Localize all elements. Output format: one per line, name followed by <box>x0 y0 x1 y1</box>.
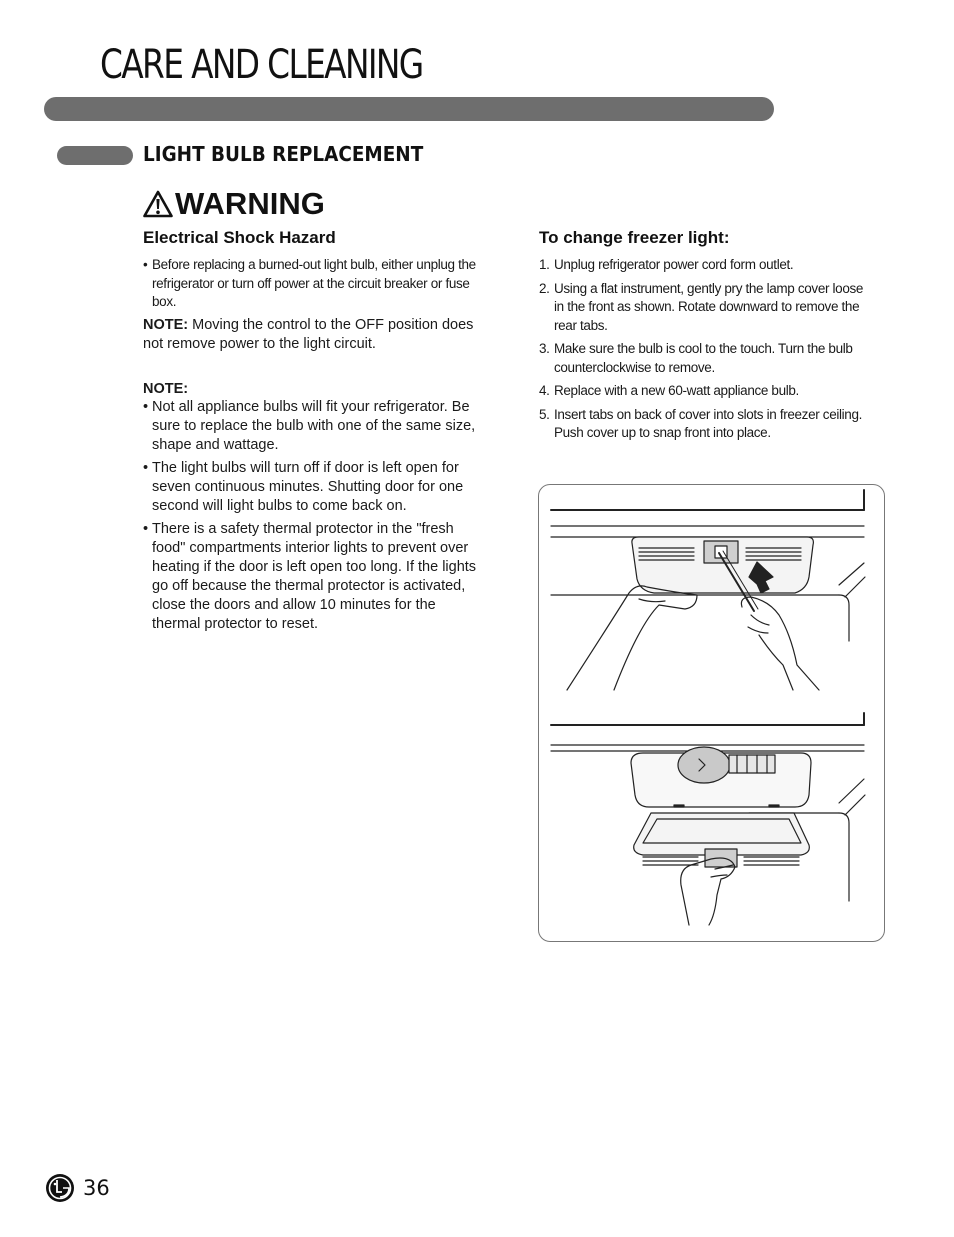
warning-label: WARNING <box>175 186 325 221</box>
warning-heading <box>143 186 325 222</box>
freezer-light-heading: To change freezer light: <box>539 228 730 247</box>
page-number: 36 <box>83 1176 110 1200</box>
note-text: Moving the control to the OFF position does not remove power to the light circuit. <box>143 316 474 352</box>
note-label: NOTE: <box>143 316 189 333</box>
freezer-light-steps <box>539 256 869 443</box>
section-pill <box>57 146 133 165</box>
note-power <box>143 316 488 354</box>
page-footer <box>45 1173 110 1203</box>
right-column <box>539 228 869 448</box>
panel-remove-bulb <box>551 713 865 925</box>
shock-hazard-bullet: • Before replacing a burned-out light bulb, either unplug the refrigerator or turn off power at the circuit breaker or fuse box. <box>143 256 488 312</box>
title-bar <box>44 97 774 121</box>
warning-triangle-icon <box>143 190 173 218</box>
illustration-panel <box>538 484 885 942</box>
step-item: 3. Make sure the bulb is cool to the touch. Turn the bulb counterclockwise to remove. <box>539 341 853 375</box>
step-item: 1. Unplug refrigerator power cord form outlet. <box>539 257 794 272</box>
note-item-bulb-fit: • Not all appliance bulbs will fit your refrigerator. Be sure to replace the bulb with one of the same size, shape and wattage. <box>143 398 488 455</box>
step-item: 2. Using a flat instrument, gently pry the lamp cover loose in the front as shown. Rotate downward to remove the rear tabs. <box>539 280 864 333</box>
note-item-door-open: • The light bulbs will turn off if door is left open for seven continuous minutes. Shutting door for one second will light bulbs to come back on. <box>143 459 488 516</box>
section-title: LIGHT BULB REPLACEMENT <box>143 142 424 166</box>
shock-hazard-heading: Electrical Shock Hazard <box>143 228 336 247</box>
lamp-cover-illustration <box>539 485 884 941</box>
note-item-thermal: • There is a safety thermal protector in the "fresh food" compartments interior lights to prevent over heating if the door is left open too long. If the lights go off because the thermal protector is activated, close the doors and allow 10 minutes for the thermal protector to reset. <box>143 520 488 634</box>
lg-logo-icon <box>45 1173 75 1203</box>
panel-pry-cover <box>551 490 865 690</box>
left-column <box>143 228 488 638</box>
step-item: 5. Insert tabs on back of cover into slots in freezer ceiling. Push cover up to snap front into place. <box>539 406 863 440</box>
note-heading: NOTE: <box>143 380 189 397</box>
step-item: 4. Replace with a new 60-watt appliance bulb. <box>539 383 799 398</box>
page-title: CARE AND CLEANING <box>100 42 423 88</box>
